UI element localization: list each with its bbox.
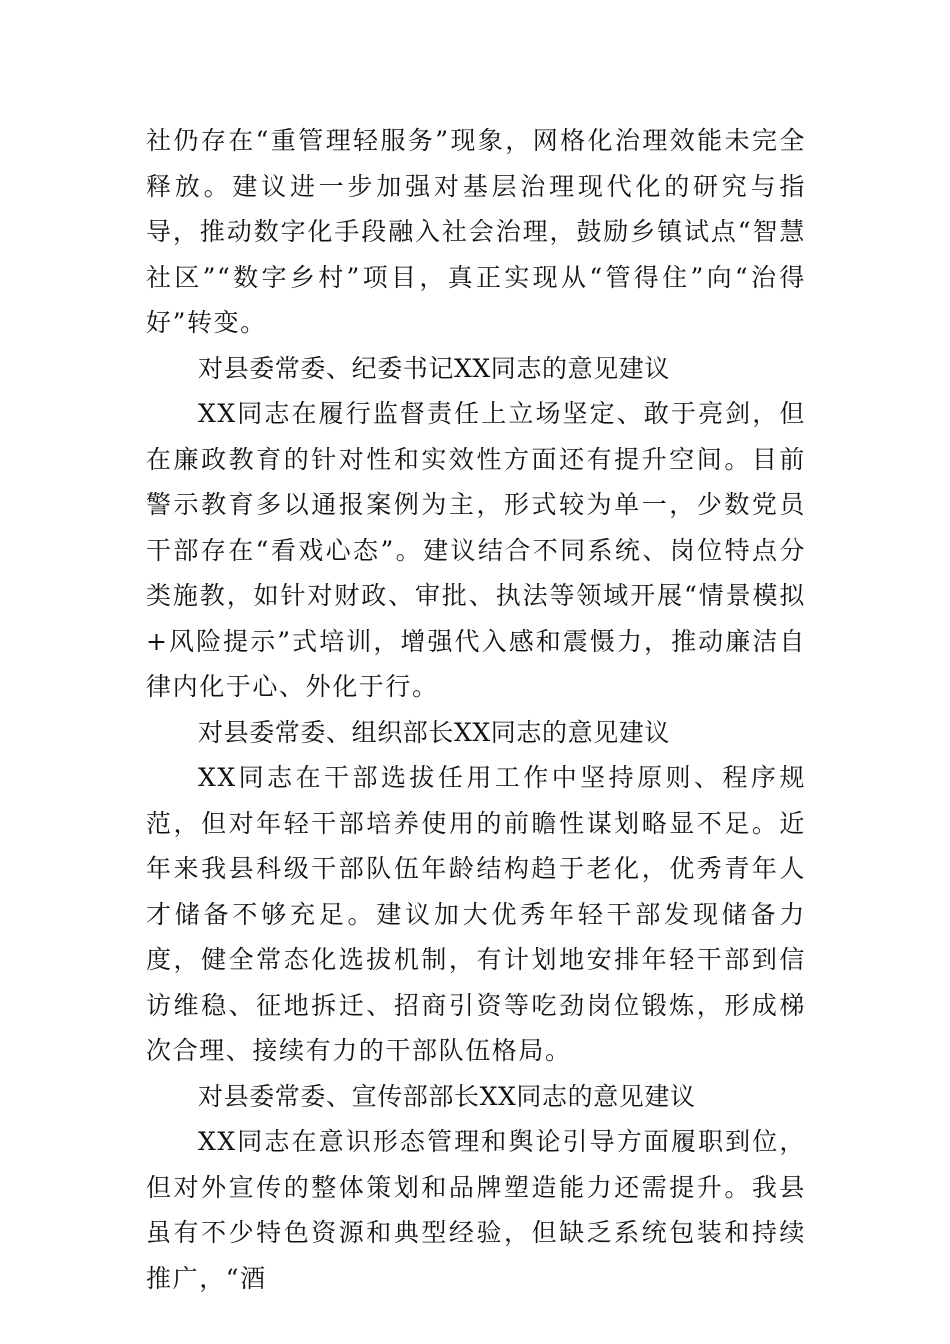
section-heading-discipline-secretary: 对县委常委、纪委书记XX同志的意见建议 [198,353,670,383]
document-body [146,118,806,1301]
body-paragraph-continued: 社仍存在“重管理轻服务”现象，网格化治理效能未完全释放。建议进一步加强对基层治理现代化的研究与指导，推动数字化手段融入社会治理，鼓励乡镇试点“智慧社区”“数字乡村”项目，真正实现从“管得住”向“治得好”转变。 [146,126,806,337]
body-paragraph-publicity: XX同志在意识形态管理和舆论引导方面履职到位，但对外宣传的整体策划和品牌塑造能力还需提升。我县虽有不少特色资源和典型经验，但缺乏系统包装和持续推广，“酒 [146,1127,806,1293]
section-heading-organization-minister: 对县委常委、组织部长XX同志的意见建议 [198,717,670,747]
body-paragraph-organization: XX同志在干部选拔任用工作中坚持原则、程序规范，但对年轻干部培养使用的前瞻性谋划略显不足。近年来我县科级干部队伍年龄结构趋于老化，优秀青年人才储备不够充足。建议加大优秀年轻干部发现储备力度，健全常态化选拔机制，有计划地安排年轻干部到信访维稳、征地拆迁、招商引资等吃劲岗位锻炼，形成梯次合理、接续有力的干部队伍格局。 [146,763,806,1065]
body-paragraph-discipline: XX同志在履行监督责任上立场坚定、敢于亮剑，但在廉政教育的针对性和实效性方面还有提升空间。目前警示教育多以通报案例为主，形式较为单一，少数党员干部存在“看戏心态”。建议结合不同系统、岗位特点分类施教，如针对财政、审批、执法等领域开展“情景模拟+风险提示”式培训，增强代入感和震慑力，推动廉洁自律内化于心、外化于行。 [146,399,806,701]
section-heading-publicity-minister: 对县委常委、宣传部部长XX同志的意见建议 [198,1081,696,1111]
